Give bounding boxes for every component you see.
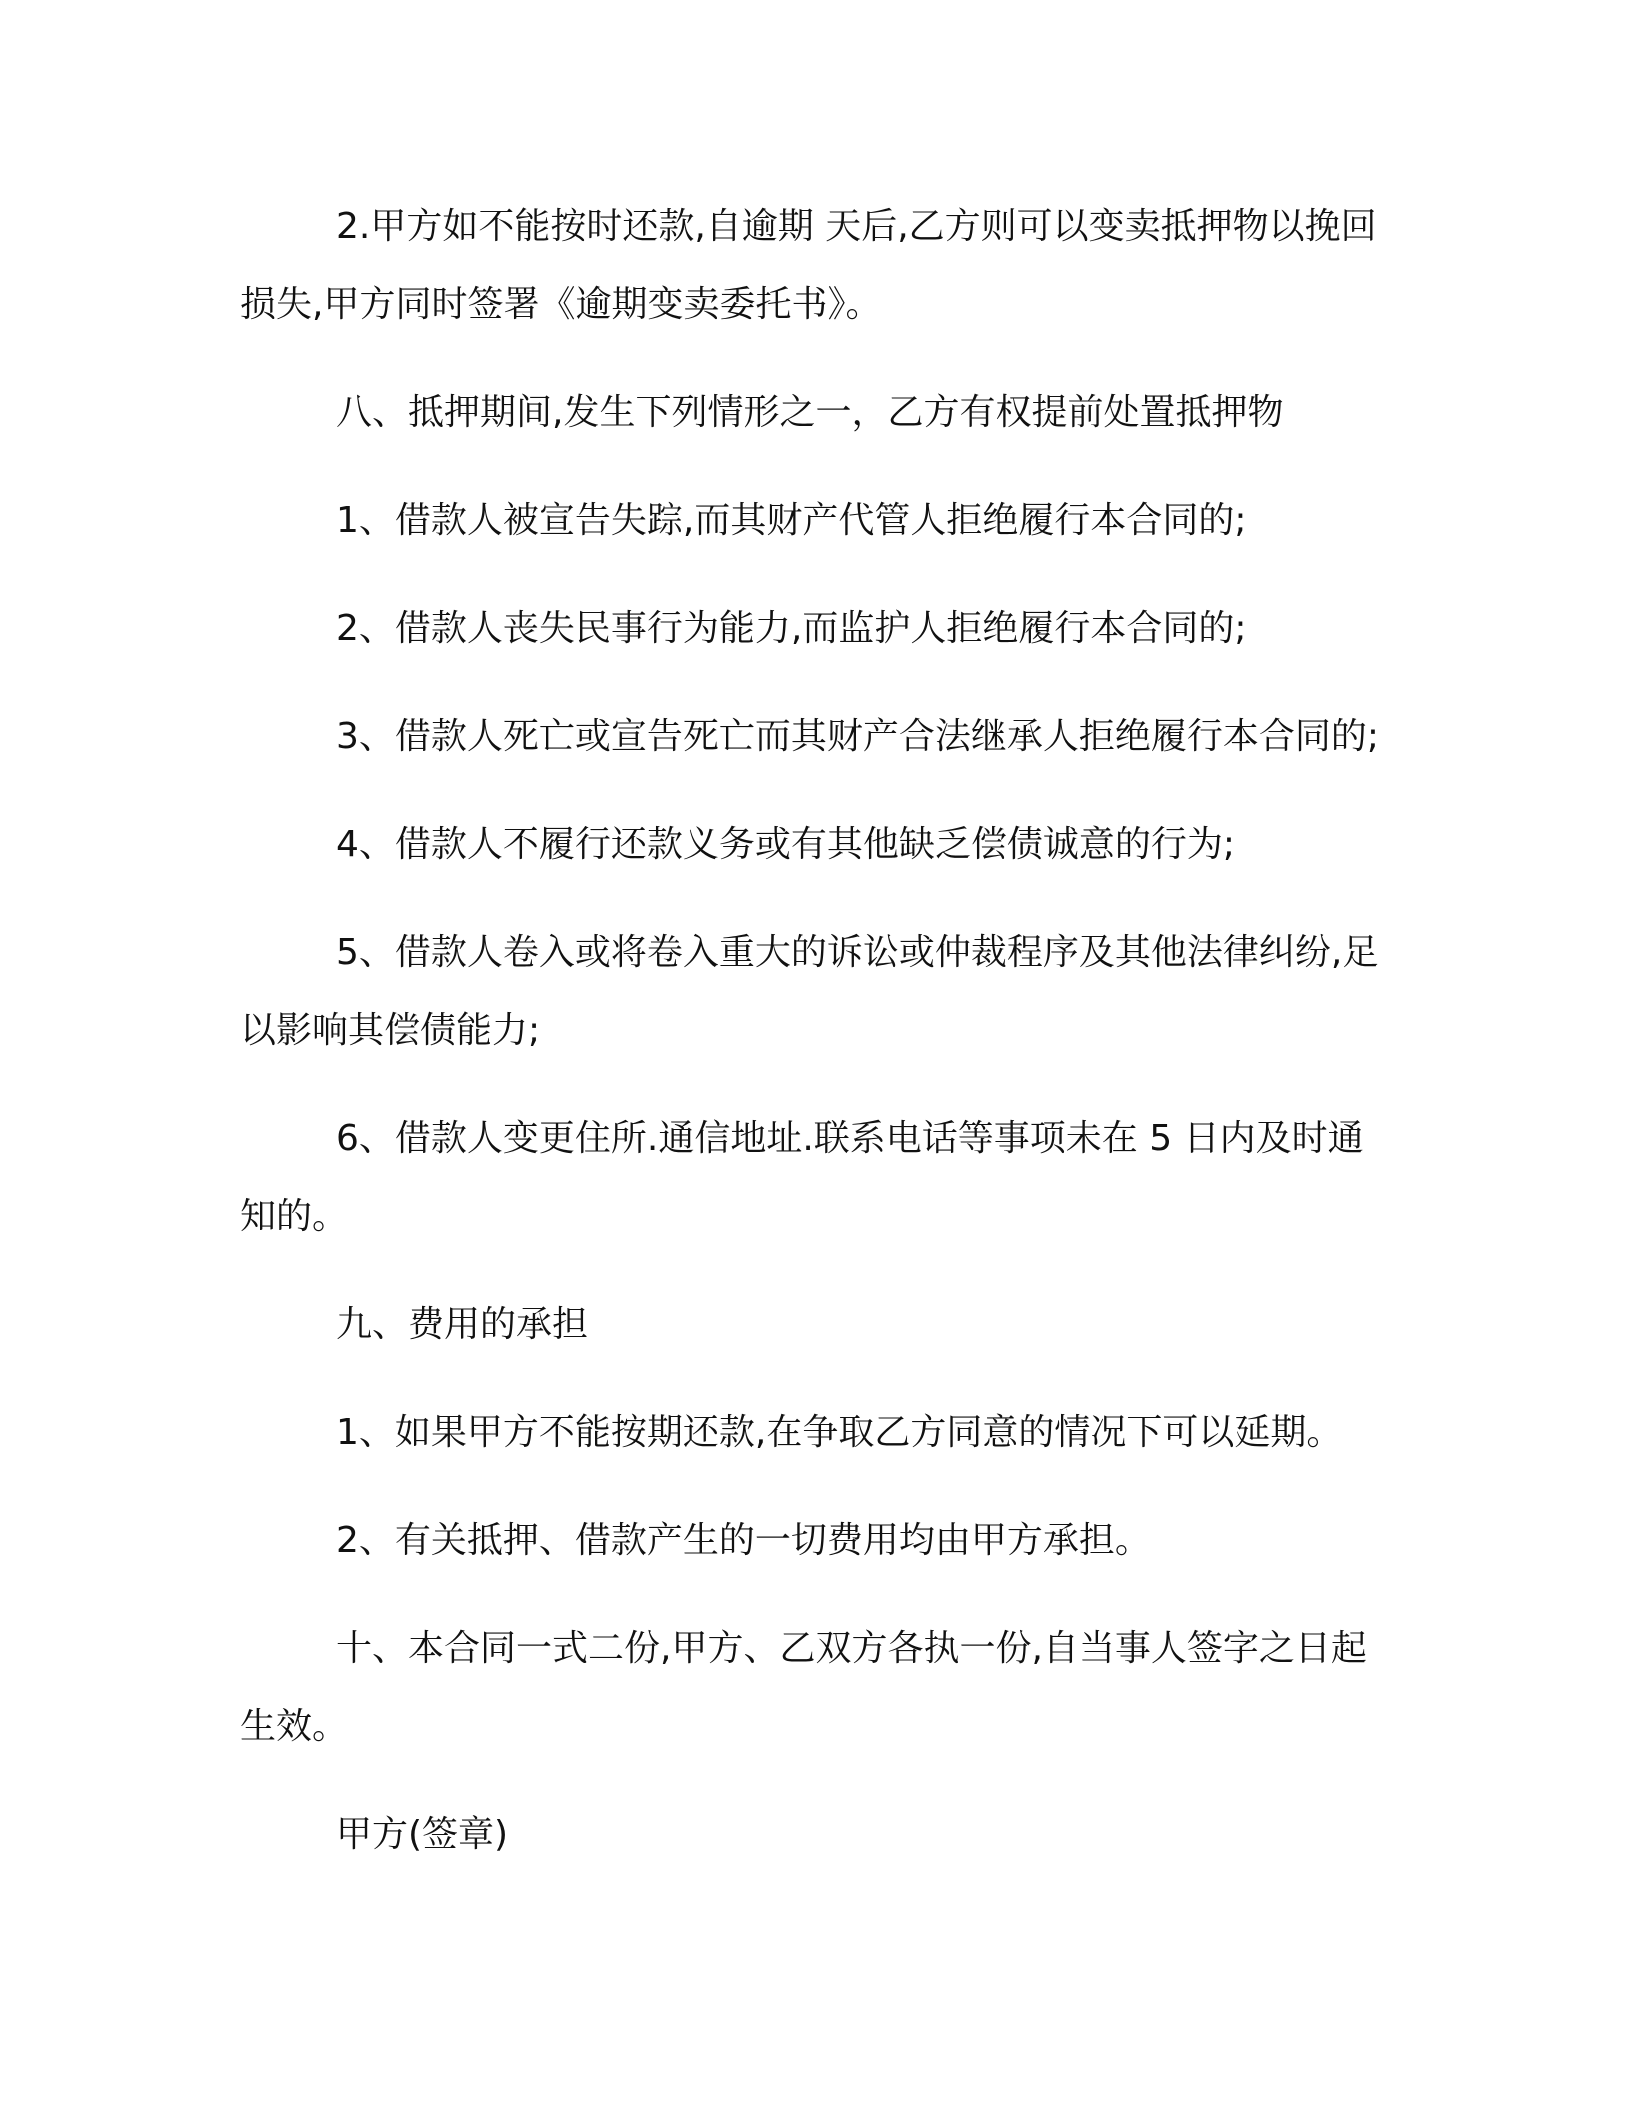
paragraph-8-item-2: 2、借款人丧失民事行为能力,而监护人拒绝履行本合同的;	[336, 608, 1247, 649]
paragraph-9-item-1: 1、如果甲方不能按期还款,在争取乙方同意的情况下可以延期。	[336, 1412, 1343, 1453]
document-body	[240, 188, 1380, 1874]
paragraph-section-10: 十、本合同一式二份,甲方、乙双方各执一份,自当事人签字之日起生效。	[240, 1628, 1367, 1747]
paragraph-8-item-4: 4、借款人不履行还款义务或有其他缺乏偿债诚意的行为;	[336, 824, 1236, 865]
paragraph-8-item-3: 3、借款人死亡或宣告死亡而其财产合法继承人拒绝履行本合同的;	[336, 716, 1380, 757]
paragraph-9-item-2: 2、有关抵押、借款产生的一切费用均由甲方承担。	[336, 1520, 1151, 1561]
paragraph-8-item-5: 5、借款人卷入或将卷入重大的诉讼或仲裁程序及其他法律纠纷,足以影响其偿债能力;	[240, 932, 1379, 1051]
paragraph-section-8-heading: 八、抵押期间,发生下列情形之一，乙方有权提前处置抵押物	[336, 392, 1284, 433]
paragraph-section-9-heading: 九、费用的承担	[336, 1304, 589, 1345]
paragraph-party-a-signature: 甲方(签章)	[336, 1814, 509, 1855]
paragraph-8-item-6: 6、借款人变更住所.通信地址.联系电话等事项未在 5 日内及时通知的。	[240, 1118, 1364, 1237]
paragraph-overdue-sale: 2.甲方如不能按时还款,自逾期 天后,乙方则可以变卖抵押物以挽回损失,甲方同时签署《逾期变卖委托书》。	[240, 206, 1377, 325]
paragraph-8-item-1: 1、借款人被宣告失踪,而其财产代管人拒绝履行本合同的;	[336, 500, 1247, 541]
